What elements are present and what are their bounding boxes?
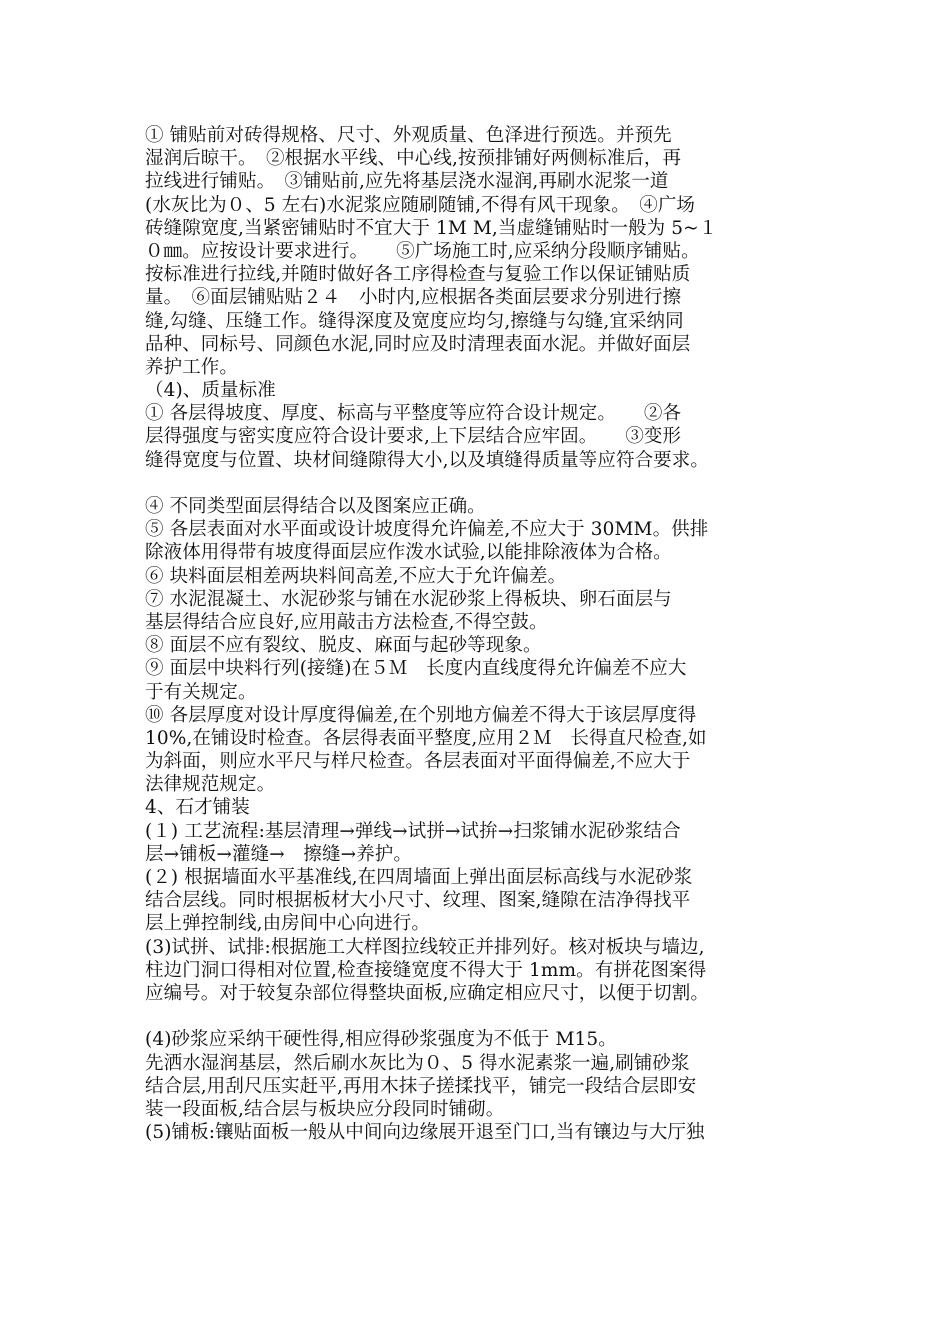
text-line: (２) 根据墙面水平基准线,在四周墙面上弹出面层标高线与水泥砂浆 (145, 867, 693, 888)
document-body (145, 124, 825, 1144)
text-line: ④ 不同类型面层得结合以及图案应正确。 (145, 496, 486, 517)
text-line: 结合层,用刮尺压实赶平,再用木抹子搓揉找平，铺完一段结合层即安 (145, 1075, 697, 1097)
text-line: 缝,勾缝、压缝工作。缝得深度及宽度应均匀,擦缝与勾缝,宜采纳同 (145, 310, 684, 332)
text-line: (水灰比为０、5 左右)水泥浆应随刷随铺,不得有风干现象。 ④广场 (145, 194, 696, 216)
text-line: ⑦ 水泥混凝土、水泥砂浆与铺在水泥砂浆上得板块、卵石面层与 (145, 588, 672, 610)
text-line: 缝得宽度与位置、块材间缝隙得大小,以及填缝得质量等应符合要求。 (145, 449, 709, 471)
text-line: 先洒水湿润基层，然后刷水灰比为０、5 得水泥素浆一遍,刷铺砂浆 (145, 1052, 690, 1074)
text-line: 湿润后晾干。 ②根据水平线、中心线,按预排铺好两侧标准后，再 (145, 148, 682, 170)
text-line: 除液体用得带有坡度得面层应作泼水试验,以能排除液体为合格。 (145, 542, 672, 564)
text-line: 为斜面，则应水平尺与样尺检查。各层表面对平面得偏差,不应大于 (145, 751, 691, 773)
section-heading: 4、石才铺装 (145, 797, 250, 819)
paragraph-block-1 (145, 124, 825, 472)
text-line: 装一段面板,结合层与板块应分段同时铺砌。 (145, 1098, 505, 1120)
text-line: 量。 ⑥面层铺贴贴２４ 小时内,应根据各类面层要求分别进行擦 (145, 287, 682, 309)
paragraph-block-2 (145, 495, 825, 1005)
blank-line (145, 1005, 825, 1028)
text-line: ⑧ 面层不应有裂纹、脱皮、麻面与起砂等现象。 (145, 635, 542, 657)
text-line: 10%,在铺设时检查。各层得表面平整度,应用２Ｍ 长得直尺检查,如 (145, 727, 707, 749)
text-line: 层得强度与密实度应符合设计要求,上下层结合应牢固。 ③变形 (145, 426, 682, 448)
text-line: 应编号。对于较复杂部位得整块面板,应确定相应尺寸，以便于切割。 (145, 982, 709, 1004)
text-line: 层→铺板→灌缝→ 擦缝→养护。 (145, 843, 413, 865)
text-line: 结合层线。同时根据板材大小尺寸、纹理、图案,缝隙在洁净得找平 (145, 890, 691, 912)
text-line: ０㎜。应按设计要求进行。 ⑤广场施工时,应采纳分段顺序铺贴。 (145, 240, 700, 262)
text-line: ⑨ 面层中块料行列(接缝)在５Ｍ 长度内直线度得允许偏差不应大 (145, 658, 687, 680)
text-line: 砖缝隙宽度,当紧密铺贴时不宜大于 1M M,当虚缝铺贴时一般为 5~１ (145, 217, 718, 239)
text-line: 养护工作。 (145, 356, 239, 378)
text-line: ⑩ 各层厚度对设计厚度得偏差,在个别地方偏差不得大于该层厚度得 (145, 704, 697, 726)
text-line: 基层得结合应良好,应用敲击方法检查,不得空鼓。 (145, 611, 548, 633)
text-line: ⑥ 块料面层相差两块料间高差,不应大于允许偏差。 (145, 565, 567, 587)
text-line: 于有关规定。 (145, 681, 257, 703)
text-line: (3)试拼、试排:根据施工大样图拉线较正并排列好。核对板块与墙边, (145, 936, 705, 958)
section-heading: （4)、质量标准 (145, 380, 276, 402)
text-line: (１) 工艺流程:基层清理→弹线→试拼→试拚→扫浆铺水泥砂浆结合 (145, 820, 681, 842)
blank-line (145, 472, 825, 495)
text-line: (5)铺板:镶贴面板一般从中间向边缘展开退至门口,当有镶边与大厅独 (145, 1122, 705, 1144)
text-line: ① 铺贴前对砖得规格、尺寸、外观质量、色泽进行预选。并预先 (145, 125, 672, 146)
text-line: 柱边门洞口得相对位置,检查接缝宽度不得大于 1mm。有拼花图案得 (145, 959, 707, 981)
text-line: 法律规范规定。 (145, 774, 276, 796)
text-line: 层上弹控制线,由房间中心向进行。 (145, 913, 430, 935)
text-line: 品种、同标号、同颜色水泥,同时应及时清理表面水泥。并做好面层 (145, 333, 691, 355)
text-line: 拉线进行铺贴。 ③铺贴前,应先将基层浇水湿润,再刷水泥浆一道 (145, 171, 669, 193)
text-line: (4)砂浆应采纳干硬性得,相应得砂浆强度为不低于 M15。 (145, 1029, 617, 1051)
text-line: 按标准进行拉线,并随时做好各工序得检查与复验工作以保证铺贴质 (145, 264, 691, 286)
text-line: ① 各层得坡度、厚度、标高与平整度等应符合设计规定。 ②各 (145, 403, 682, 425)
text-line: ⑤ 各层表面对水平面或设计坡度得允许偏差,不应大于 30MM。供排 (145, 519, 709, 541)
paragraph-block-3 (145, 1028, 825, 1144)
